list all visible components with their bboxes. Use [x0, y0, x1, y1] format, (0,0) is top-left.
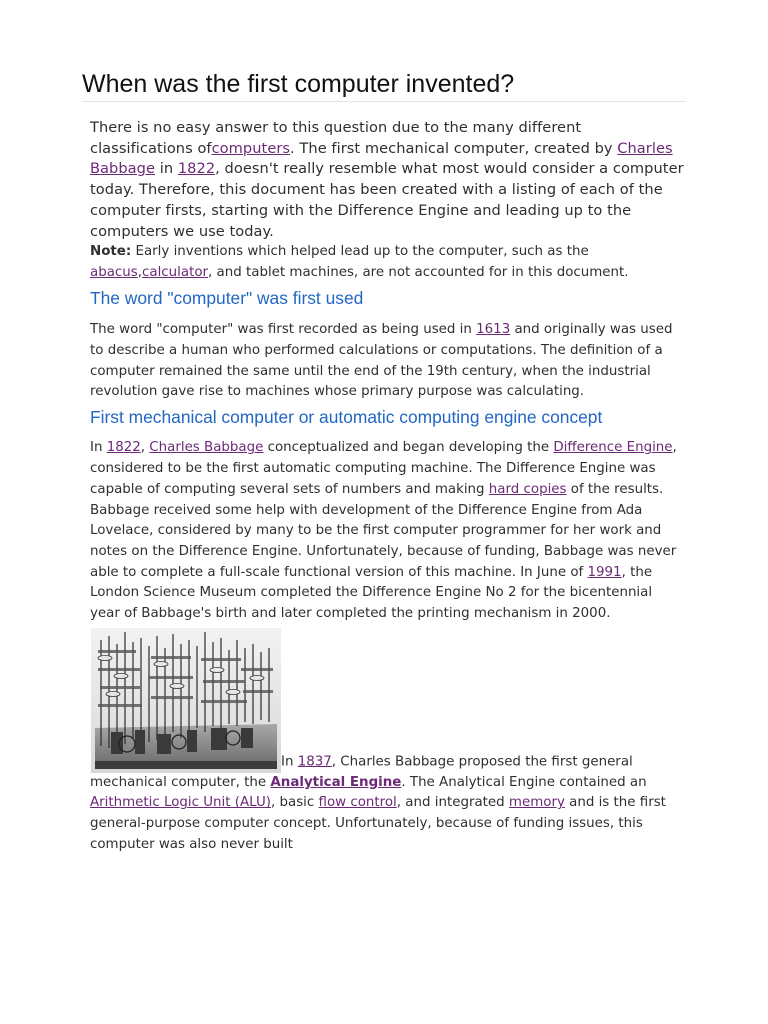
intro-text: , doesn't really resemble what most would consider a computer today. Therefore, this document has been created with a listing of each of the computer firsts, starting with the Difference Engine and leading up to the computers we use today. [90, 160, 684, 240]
link-memory[interactable]: memory [508, 795, 565, 811]
link-arithmetic-logic-unit[interactable]: Arithmetic Logic Unit (ALU) [90, 795, 271, 811]
link-1822[interactable]: 1822 [177, 160, 216, 178]
note-label: Note: [90, 244, 132, 260]
link-1991[interactable]: 1991 [587, 564, 622, 580]
intro-text: . The first mechanical computer, created by [290, 139, 618, 157]
title-divider [82, 101, 686, 102]
link-calculator[interactable]: calculator [142, 264, 209, 280]
body-text: and originally was used to describe a human who performed calculations or computations. The definition of a computer remained the same until the end of the 19th century, when the industrial revolution gave rise to machines whose primary purpose was calculating. [90, 322, 673, 400]
body-text: of the results. Babbage received some help with development of the Difference Engine from Ada Lovelace, considered by many to be the first computer programmer for her work and notes on the Difference Engine. Unfortunately, because of funding, Babbage was never able to complete a full-scale functional version of this machine. In June of [90, 481, 677, 580]
article-body [90, 118, 686, 856]
page-title: When was the first computer invented? [82, 70, 515, 98]
body-text: , and integrated [396, 795, 509, 811]
link-1613[interactable]: 1613 [476, 322, 511, 338]
body-text: , the London Science Museum completed the Difference Engine No 2 for the bicentennial year of Babbage's birth and later completed the printing mechanism in 2000. [90, 564, 653, 622]
intro-text: in [155, 160, 178, 178]
body-text: and is the first general-purpose computer concept. Unfortunately, because of funding issues, this computer was also never built [90, 795, 666, 852]
note-text: , and tablet machines, are not accounted for in this document. [208, 264, 629, 280]
note-paragraph [90, 242, 686, 283]
link-hard-copies[interactable]: hard copies [488, 481, 567, 497]
link-flow-control[interactable]: flow control [318, 795, 397, 811]
body-text: In [281, 754, 298, 770]
body-text: The word "computer" was first recorded as being used in [90, 322, 477, 338]
link-computers[interactable]: computers [211, 139, 291, 157]
link-analytical-engine[interactable]: Analytical Engine [270, 774, 402, 790]
link-abacus[interactable]: abacus [90, 264, 138, 280]
link-difference-engine[interactable]: Difference Engine [553, 440, 673, 456]
section-paragraph-difference-engine [90, 438, 686, 624]
body-text: , Charles Babbage proposed the first general mechanical computer, the [90, 754, 633, 790]
body-text: , basic [270, 795, 319, 811]
note-text: , [137, 264, 143, 280]
section-paragraph-analytical-engine [90, 628, 686, 856]
link-charles-babbage[interactable]: Charles Babbage [90, 139, 673, 178]
body-text: conceptualized and began developing the [263, 440, 554, 456]
link-1837[interactable]: 1837 [297, 754, 332, 770]
intro-paragraph [90, 118, 686, 242]
body-text: . The Analytical Engine contained an [401, 774, 647, 790]
section-paragraph-word-computer [90, 320, 686, 403]
link-charles-babbage[interactable]: Charles Babbage [149, 440, 264, 456]
section-heading-word-computer: The word "computer" was first used [90, 287, 364, 308]
body-text: , [140, 440, 150, 456]
note-text: Early inventions which helped lead up to the computer, such as the [131, 244, 589, 260]
analytical-engine-photo [91, 628, 281, 773]
body-text: , considered to be the first automatic computing machine. The Difference Engine was capable of computing several sets of numbers and making [90, 440, 677, 497]
spacer [90, 427, 686, 438]
intro-text: There is no easy answer to this question due to the many different classifications of [90, 119, 582, 157]
link-1822[interactable]: 1822 [106, 440, 141, 456]
body-text: In [90, 440, 107, 456]
section-heading-first-mechanical-computer: First mechanical computer or automatic computing engine concept [90, 406, 603, 427]
spacer [90, 308, 686, 320]
